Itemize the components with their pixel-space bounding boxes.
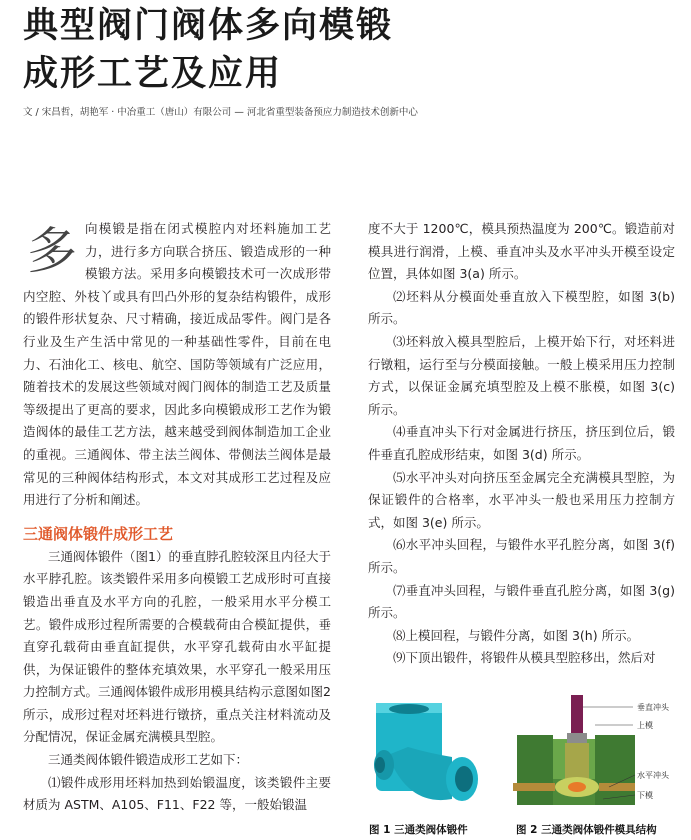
left-column	[23, 218, 331, 817]
body-paragraph: 三通阀体锻件（图1）的垂直脖孔腔较深且内径大于水平脖孔腔。该类锻件采用多向模锻工艺成形时可直接锻造出垂直及水平方向的孔腔，一般采用水平分模工艺。锻件成形过程所需要的合模载荷由合模缸提供，垂直穿孔载荷由垂直缸提供，水平穿孔载荷由水平缸提供，为保证锻件的整体充填效果，水平穿孔一般采用压力控制方式。三通阀体锻件成形用模具结构示意图如图2所示，成形过程对坯料进行镦挤，重点关注材料流动及分配情况，保证金属充满模具型腔。	[23, 548, 331, 745]
body-paragraph: ⑴锻件成形用坯料加热到始锻温度，该类锻件主要材质为 ASTM、A105、F11、F22 等，一般始锻温	[23, 774, 331, 813]
section-heading: 三通阀体锻件成形工艺	[23, 524, 174, 543]
body-paragraph: 度不大于 1200℃，模具预热温度为 200℃。锻造前对模具进行润滑，上模、垂直冲头及水平冲头开模至设定位置，具体如图 3(a) 所示。	[368, 221, 675, 282]
article-title	[23, 2, 393, 98]
step-item: ⑸水平冲头对向挤压至金属完全充满模具型腔，为保证锻件的合格率，水平冲头一般也采用压力控制方式，如图 3(e) 所示。	[368, 469, 675, 530]
intro-paragraph: 向模锻是指在闭式模腔内对坯料施加工艺力，进行多方向联合挤压、锻造成形的一种模锻方法。采用多向模锻技术可一次成形带内空腔、外枝丫或具有凹凸外形的复杂结构锻件，成形的锻件形状复杂、尺寸精确，接近成品零件。阀门是各行业及生产生活中常见的一种基础性零件，目前在电力、石油化工、核电、航空、国防等领域有广泛应用，随着技术的发展这些领域对阀门阀体的制造工艺及质量等级提出了更高的要求，因此多向模锻成形工艺作为锻造阀体的最佳工艺方法，越来越受到阀体制造加工企业的重视。三通阀体、带主法兰阀体、带侧法兰阀体是最常见的三种阀体结构形式，本文对其成形工艺过程及应用进行了分析和阐述。	[23, 221, 331, 508]
step-item: ⑶坯料放入模具型腔后，上模开始下行，对坯料进行镦粗，运行至与分模面接触。一般上模采用压力控制方式，以保证金属充填型腔及上模不胀模，如图 3(c) 所示。	[368, 333, 675, 417]
author-byline: 文 / 宋昌哲，胡艳军 · 中冶重工（唐山）有限公司 — 河北省重型装备预应力制造技术创新中心	[23, 107, 418, 118]
step-item: ⑻上模回程，与锻件分离，如图 3(h) 所示。	[393, 627, 640, 643]
title-line-1: 典型阀门阀体多向模锻	[23, 6, 394, 46]
step-item: ⑵坯料从分模面处垂直放入下模型腔，如图 3(b) 所示。	[368, 288, 675, 327]
label-lower-die: 下模	[637, 791, 653, 800]
step-item: ⑹水平冲头回程，与锻件水平孔腔分离，如图 3(f) 所示。	[368, 537, 675, 575]
figure-1-forging-image	[368, 695, 488, 815]
label-upper-die: 上模	[637, 721, 653, 730]
drop-cap: 多	[27, 222, 77, 280]
figure-2-die-structure	[513, 695, 687, 810]
label-horizontal-punch: 水平冲头	[637, 771, 669, 780]
label-vertical-punch: 垂直冲头	[637, 703, 669, 712]
figure-2-caption: 图 2 三通类阀体锻件模具结构	[516, 824, 657, 836]
right-column	[368, 218, 675, 670]
figure-1-caption: 图 1 三通类阀体锻件	[369, 824, 468, 836]
title-line-2: 成形工艺及应用	[23, 54, 283, 94]
step-item: ⑼下顶出锻件，将锻件从模具型腔移出，然后对	[393, 650, 656, 666]
step-item: ⑺垂直冲头回程，与锻件垂直孔腔分离，如图 3(g) 所示。	[368, 582, 675, 621]
body-paragraph: 三通类阀体锻件锻造成形工艺如下：	[48, 752, 249, 768]
step-item: ⑷垂直冲头下行对金属进行挤压，挤压到位后，锻件垂直孔腔成形结束，如图 3(d) 所示。	[368, 424, 675, 462]
